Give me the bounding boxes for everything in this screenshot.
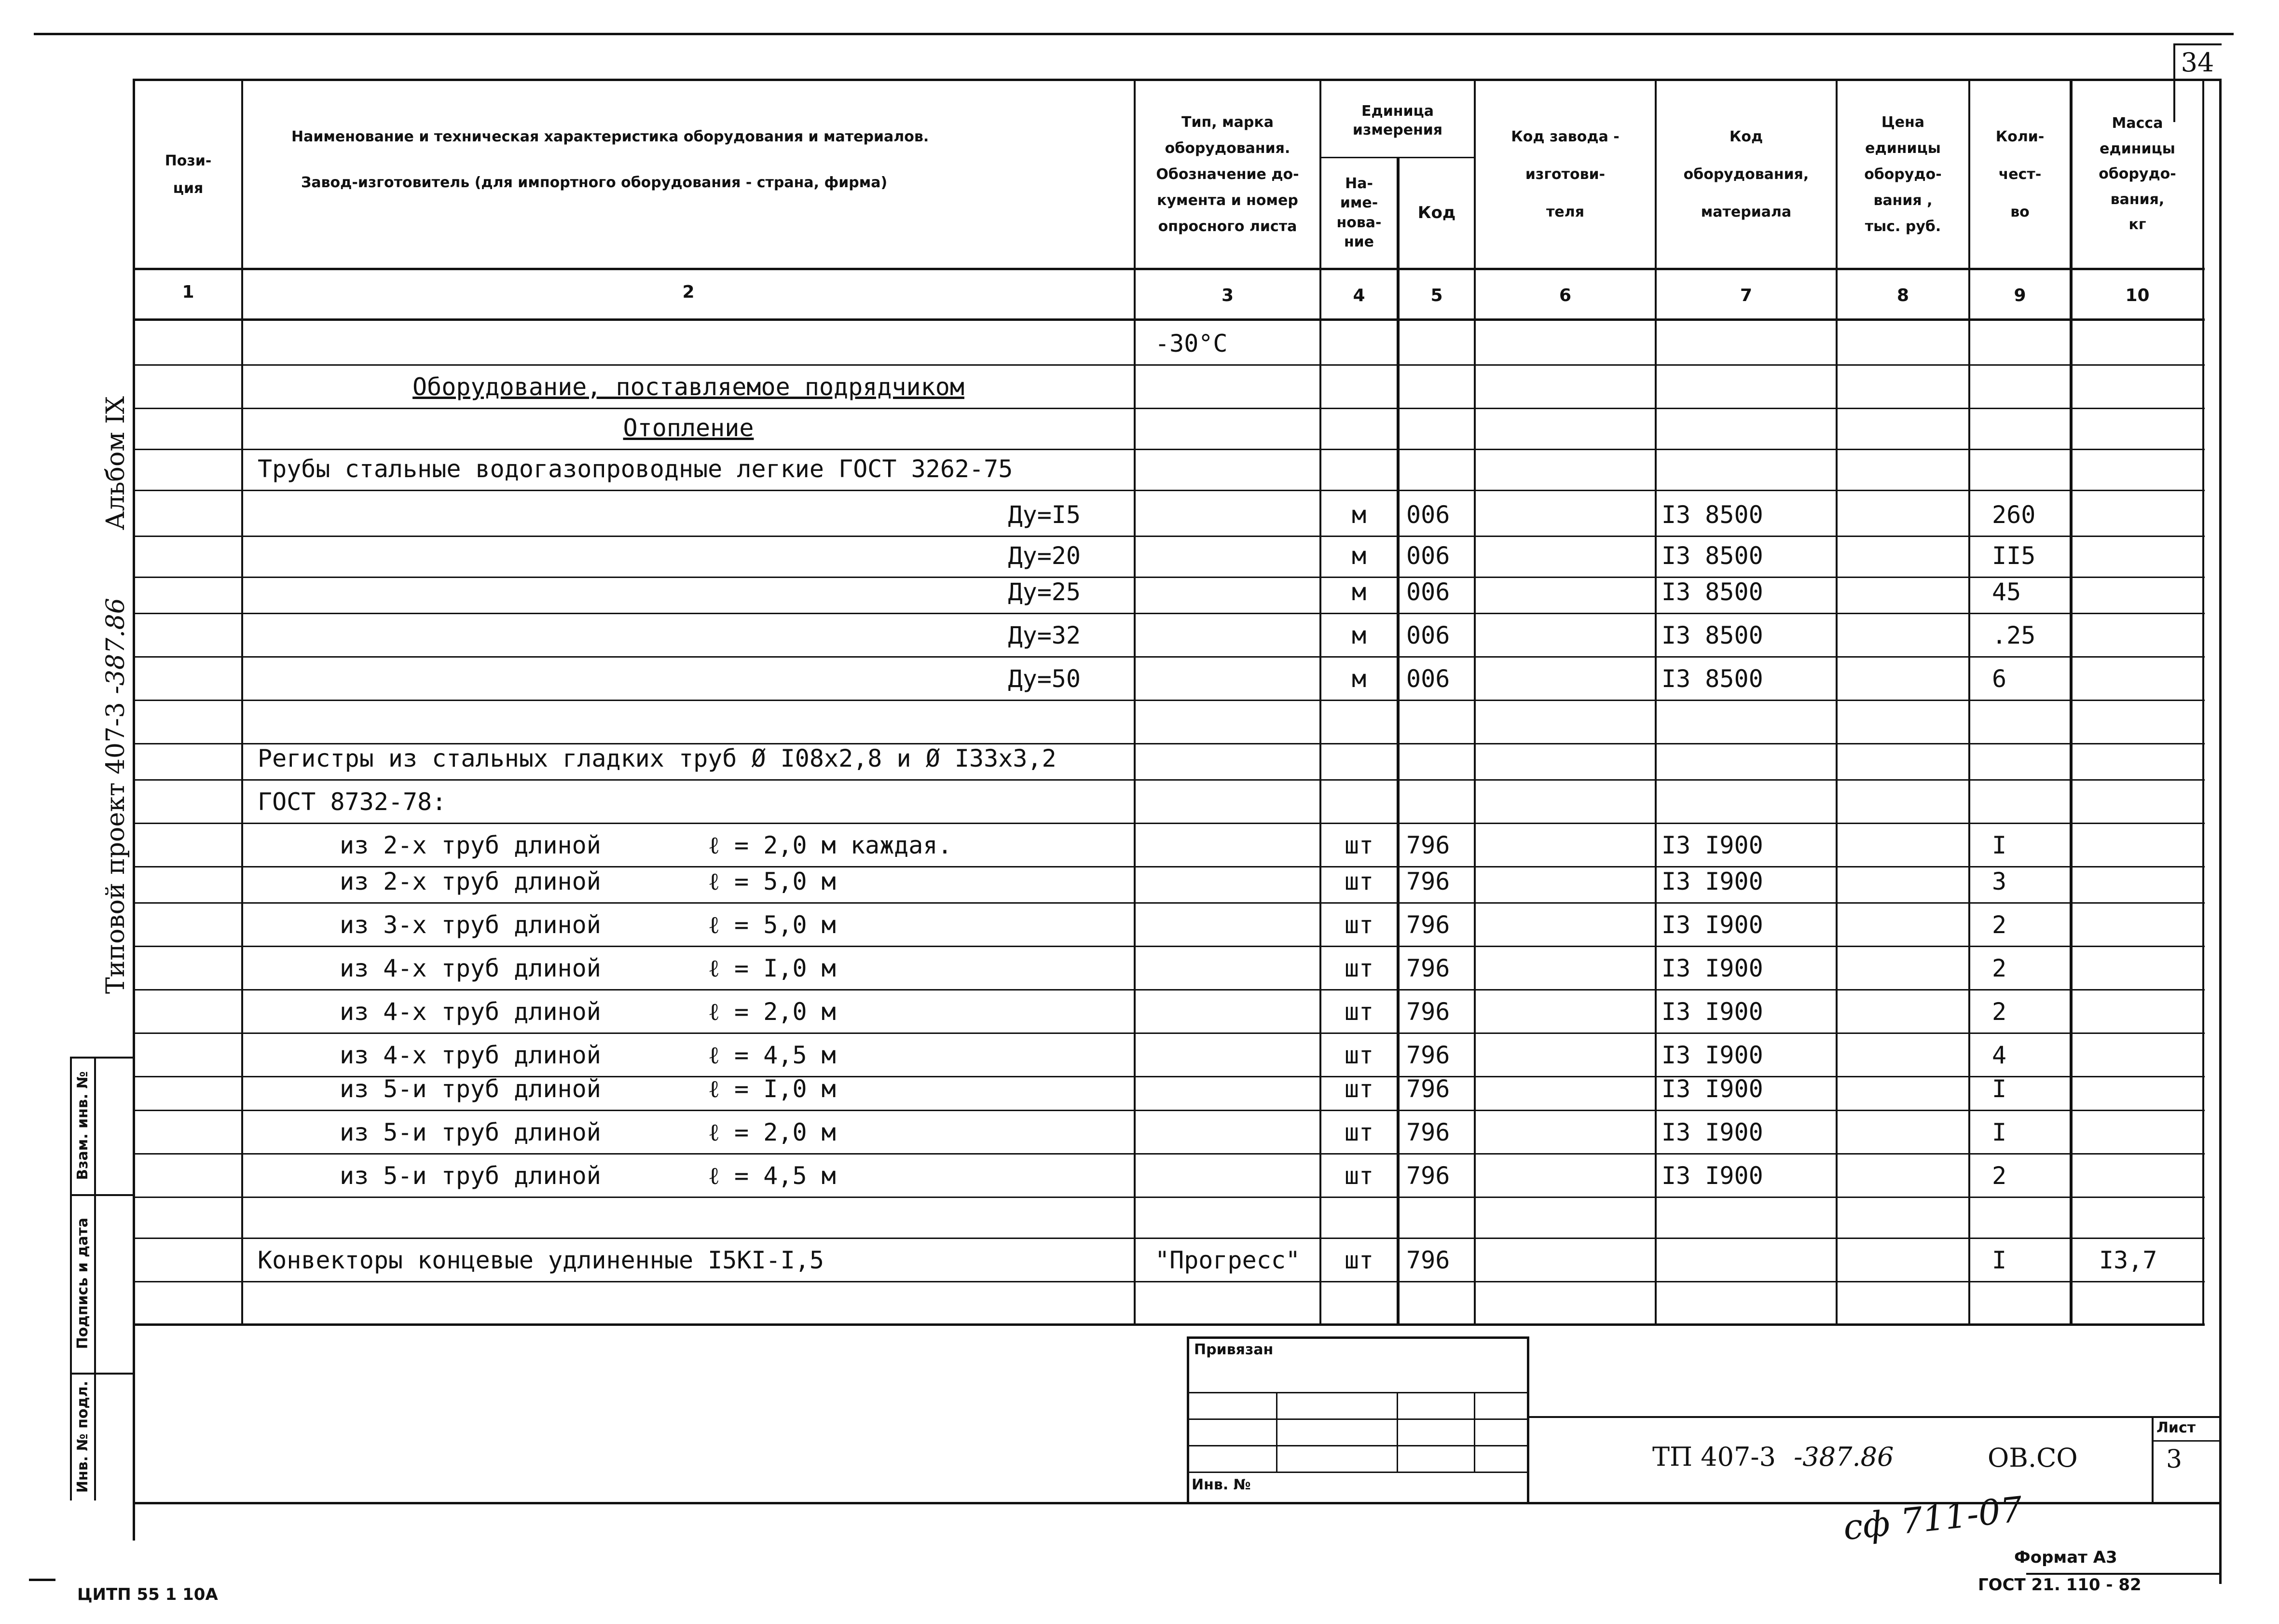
item-quantity: I (1992, 1246, 2007, 1274)
row-line (135, 536, 2205, 537)
item-unit-name: м (1351, 621, 1367, 649)
item-quantity: 6 (1992, 665, 2007, 693)
col-number-2: 2 (682, 282, 695, 302)
row-line (135, 700, 2205, 701)
col-number-7: 7 (1740, 286, 1753, 305)
item-length: ℓ = 4,5 м (708, 1041, 836, 1069)
col-number-9: 9 (2014, 286, 2026, 305)
item-length: ℓ = 5,0 м (708, 911, 836, 939)
tb-privyazan-label: Привязан (1194, 1341, 1274, 1358)
item-material-code: I3 I900 (1661, 998, 1763, 1026)
item-name: из 2-х труб длиной (340, 831, 601, 859)
header-factory-code: Код завода - изготови- теля (1511, 128, 1620, 220)
item-name: из 4-х труб длиной (340, 1041, 601, 1069)
row-line (135, 946, 2205, 947)
stamp-box-right-edge (94, 1057, 96, 1500)
item-unit-name: шт (1344, 954, 1374, 982)
item-name: Ду=32 (1008, 621, 1081, 649)
item-length: ℓ = 5,0 м (708, 867, 836, 895)
tb-privyazan-row1 (1187, 1392, 1529, 1393)
header-price: Цена единицы оборудо- вания , тыс. руб. (1864, 113, 1942, 235)
handwritten-bottom-note: сф 711-07 (1841, 1488, 2025, 1548)
item-quantity: 260 (1992, 501, 2036, 529)
stamp-box-signature: Подпись и дата (74, 1217, 91, 1349)
header-name-line1: Наименование и техническая характеристика оборудования и материалов. (291, 128, 929, 145)
item-material-code: I3 I900 (1661, 1075, 1763, 1103)
tb-doc-code-print: ТП 407-3 (1652, 1442, 1776, 1472)
item-unit-name: шт (1344, 1075, 1374, 1103)
row-line (135, 1110, 2205, 1111)
tb-sheet-box-left (2152, 1416, 2154, 1503)
item-name: из 5-и труб длиной (340, 1075, 601, 1103)
row-line (135, 823, 2205, 824)
item-quantity: 4 (1992, 1041, 2007, 1069)
outer-frame-right (2219, 79, 2222, 1584)
item-name: из 4-х труб длиной (340, 998, 601, 1026)
item-length: ℓ = I,0 м (708, 1075, 836, 1103)
item-name: из 5-и труб длиной (340, 1162, 601, 1190)
page-bottom-right-edge (2026, 1573, 2222, 1575)
item-length: ℓ = I,0 м (708, 954, 836, 982)
tb-privyazan-top (1187, 1336, 1529, 1339)
top-rule (34, 33, 2234, 35)
item-name: ГОСТ 8732-78: (258, 788, 447, 816)
item-unit-code: 796 (1406, 998, 1450, 1026)
tb-privyazan-col2 (1397, 1392, 1398, 1472)
section-heading: Отопление (623, 414, 754, 442)
item-material-code: I3 I900 (1661, 1041, 1763, 1069)
item-unit-name: шт (1344, 831, 1374, 859)
stamp-box-div1 (70, 1194, 133, 1196)
row-line (135, 364, 2205, 366)
col-number-8: 8 (1896, 286, 1909, 305)
section-heading: Оборудование, поставляемое подрядчиком (412, 373, 964, 401)
item-unit-name: м (1351, 665, 1367, 693)
item-material-code: I3 8500 (1661, 501, 1763, 529)
item-length: ℓ = 4,5 м (708, 1162, 836, 1190)
row-line (135, 989, 2205, 991)
item-material-code: I3 I900 (1661, 1162, 1763, 1190)
row-line (135, 1323, 2205, 1326)
item-name: Ду=20 (1008, 542, 1081, 570)
item-unit-code: 796 (1406, 1246, 1450, 1274)
item-quantity: 2 (1992, 998, 2007, 1026)
header-name-line2: Завод-изготовитель (для импортного оборудования - страна, фирма) (301, 174, 888, 191)
item-name: из 2-х труб длиной (340, 867, 601, 895)
row-line (135, 613, 2205, 614)
tb-sheet-box-mid (2152, 1440, 2219, 1442)
item-quantity: 2 (1992, 1162, 2007, 1190)
item-unit-code: 006 (1406, 542, 1450, 570)
tb-privyazan-row4 (1187, 1472, 1529, 1473)
item-unit-code: 796 (1406, 1118, 1450, 1146)
row-line (135, 490, 2205, 491)
tb-privyazan-col3 (1474, 1392, 1475, 1472)
side-album-label: Альбом IX (101, 396, 130, 530)
tb-sheet-label: Лист (2156, 1419, 2196, 1436)
item-name: Конвекторы концевые удлиненные I5КI-I,5 (258, 1246, 824, 1274)
item-name: Ду=I5 (1008, 501, 1081, 529)
row-line (135, 449, 2205, 450)
row-line (135, 1032, 2205, 1034)
col-line-10 (2202, 79, 2204, 1323)
item-material-code: I3 I900 (1661, 1118, 1763, 1146)
header-name (243, 81, 1134, 268)
item-unit-name: м (1351, 578, 1367, 606)
side-project-handwritten: -387.86 (101, 598, 130, 694)
item-unit-name: шт (1344, 911, 1374, 939)
item-unit-code: 006 (1406, 578, 1450, 606)
tb-privyazan-row2 (1187, 1418, 1529, 1420)
item-unit-code: 796 (1406, 911, 1450, 939)
page-number: 34 (2181, 47, 2214, 78)
item-unit-name: шт (1344, 1041, 1374, 1069)
item-material-code: I3 8500 (1661, 665, 1763, 693)
header-type: Тип, марка оборудования. Обозначение до- кумента и номер опросного листа (1156, 113, 1299, 235)
header-quantity: Коли- чест- во (1995, 128, 2045, 220)
col-number-1: 1 (182, 282, 194, 302)
item-quantity: II5 (1992, 542, 2036, 570)
row-line (135, 902, 2205, 904)
row-line (135, 1197, 2205, 1198)
col-number-6: 6 (1559, 286, 1572, 305)
item-name: Ду=25 (1008, 578, 1081, 606)
tb-inv-label: Инв. № (1192, 1476, 1251, 1493)
item-unit-name: шт (1344, 1118, 1374, 1146)
item-unit-code: 796 (1406, 1041, 1450, 1069)
item-name: из 3-х труб длиной (340, 911, 601, 939)
col-number-10: 10 (2125, 286, 2150, 305)
item-quantity: I (1992, 1075, 2007, 1103)
tb-mark: ОВ.СО (1988, 1443, 2078, 1473)
side-project-label (96, 598, 135, 994)
item-name: из 4-х труб длиной (340, 954, 601, 982)
side-project-prefix: Типовой проект 407-3 (101, 702, 130, 994)
colnum-bottom-line (133, 318, 2205, 321)
item-mass: I3,7 (2099, 1246, 2157, 1274)
gost-label: ГОСТ 21. 110 - 82 (1978, 1575, 2142, 1595)
item-type: "Прогресс" (1155, 1246, 1301, 1274)
tb-main-top (1529, 1416, 2219, 1418)
col-line-4 (1397, 157, 1400, 1323)
tb-privyazan-row3 (1187, 1445, 1529, 1446)
item-quantity: I (1992, 831, 2007, 859)
item-material-code: I3 8500 (1661, 621, 1763, 649)
item-quantity: I (1992, 1118, 2007, 1146)
stamp-box-vzam: Взам. инв. № (74, 1071, 91, 1180)
item-name: из 5-и труб длиной (340, 1118, 601, 1146)
item-unit-code: 796 (1406, 867, 1450, 895)
item-unit-name: шт (1344, 1246, 1374, 1274)
item-material-code: I3 8500 (1661, 542, 1763, 570)
page-number-box-mid (2173, 43, 2222, 45)
item-unit-code: 796 (1406, 1162, 1450, 1190)
item-quantity: 2 (1992, 954, 2007, 982)
item-unit-code: 796 (1406, 1075, 1450, 1103)
row-line (135, 408, 2205, 409)
print-mark-dash (29, 1579, 55, 1581)
item-unit-code: 006 (1406, 621, 1450, 649)
item-unit-name: шт (1344, 1162, 1374, 1190)
col-number-5: 5 (1430, 286, 1443, 305)
item-material-code: I3 8500 (1661, 578, 1763, 606)
item-material-code: I3 I900 (1661, 954, 1763, 982)
item-quantity: 45 (1992, 578, 2021, 606)
tb-privyazan-col1 (1276, 1392, 1277, 1472)
item-unit-name: м (1351, 542, 1367, 570)
item-quantity: 3 (1992, 867, 2007, 895)
item-name: Регистры из стальных гладких труб Ø I08x2,8 и Ø I33x3,2 (258, 744, 1057, 772)
header-mass: Масса единицы оборудо- вания, кг (2099, 115, 2176, 234)
row-line (135, 1238, 2205, 1239)
header-material-code: Код оборудования, материала (1683, 128, 1809, 220)
col-number-4: 4 (1353, 286, 1365, 305)
item-name: Трубы стальные водогазопроводные легкие ГОСТ 3262-75 (258, 455, 1013, 483)
row-line (135, 656, 2205, 658)
item-length: ℓ = 2,0 м каждая. (708, 831, 952, 859)
row-line (135, 779, 2205, 781)
item-unit-code: 006 (1406, 665, 1450, 693)
item-length: ℓ = 2,0 м (708, 1118, 836, 1146)
tb-doc-code (1652, 1442, 1894, 1472)
header-position: Пози- ция (165, 152, 212, 197)
tb-sheet-number: 3 (2166, 1445, 2183, 1474)
header-unit-name: На- име- нова- ние (1336, 175, 1382, 250)
item-quantity: .25 (1992, 621, 2036, 649)
tb-doc-code-handwritten: -387.86 (1794, 1442, 1894, 1472)
stamp-box-inv: Инв. № подл. (74, 1380, 91, 1493)
row-line (135, 1281, 2205, 1282)
col-number-3: 3 (1221, 286, 1234, 305)
item-length: ℓ = 2,0 м (708, 998, 836, 1026)
item-unit-code: 796 (1406, 831, 1450, 859)
item-material-code: I3 I900 (1661, 867, 1763, 895)
item-name: Ду=50 (1008, 665, 1081, 693)
item-unit-name: м (1351, 501, 1367, 529)
item-unit-code: 006 (1406, 501, 1450, 529)
header-unit-code: Код (1417, 203, 1456, 223)
print-mark: ЦИТП 55 1 10А (77, 1585, 218, 1604)
header-unit-group: Единица измерения (1352, 103, 1443, 138)
item-quantity: 2 (1992, 911, 2007, 939)
row-line (135, 1153, 2205, 1155)
row-line (135, 577, 2205, 578)
item-unit-name: шт (1344, 998, 1374, 1026)
item-material-code: I3 I900 (1661, 911, 1763, 939)
item-type: -30°C (1155, 330, 1228, 358)
format-label: Формат А3 (2014, 1548, 2117, 1567)
item-material-code: I3 I900 (1661, 831, 1763, 859)
item-unit-name: шт (1344, 867, 1374, 895)
item-unit-code: 796 (1406, 954, 1450, 982)
